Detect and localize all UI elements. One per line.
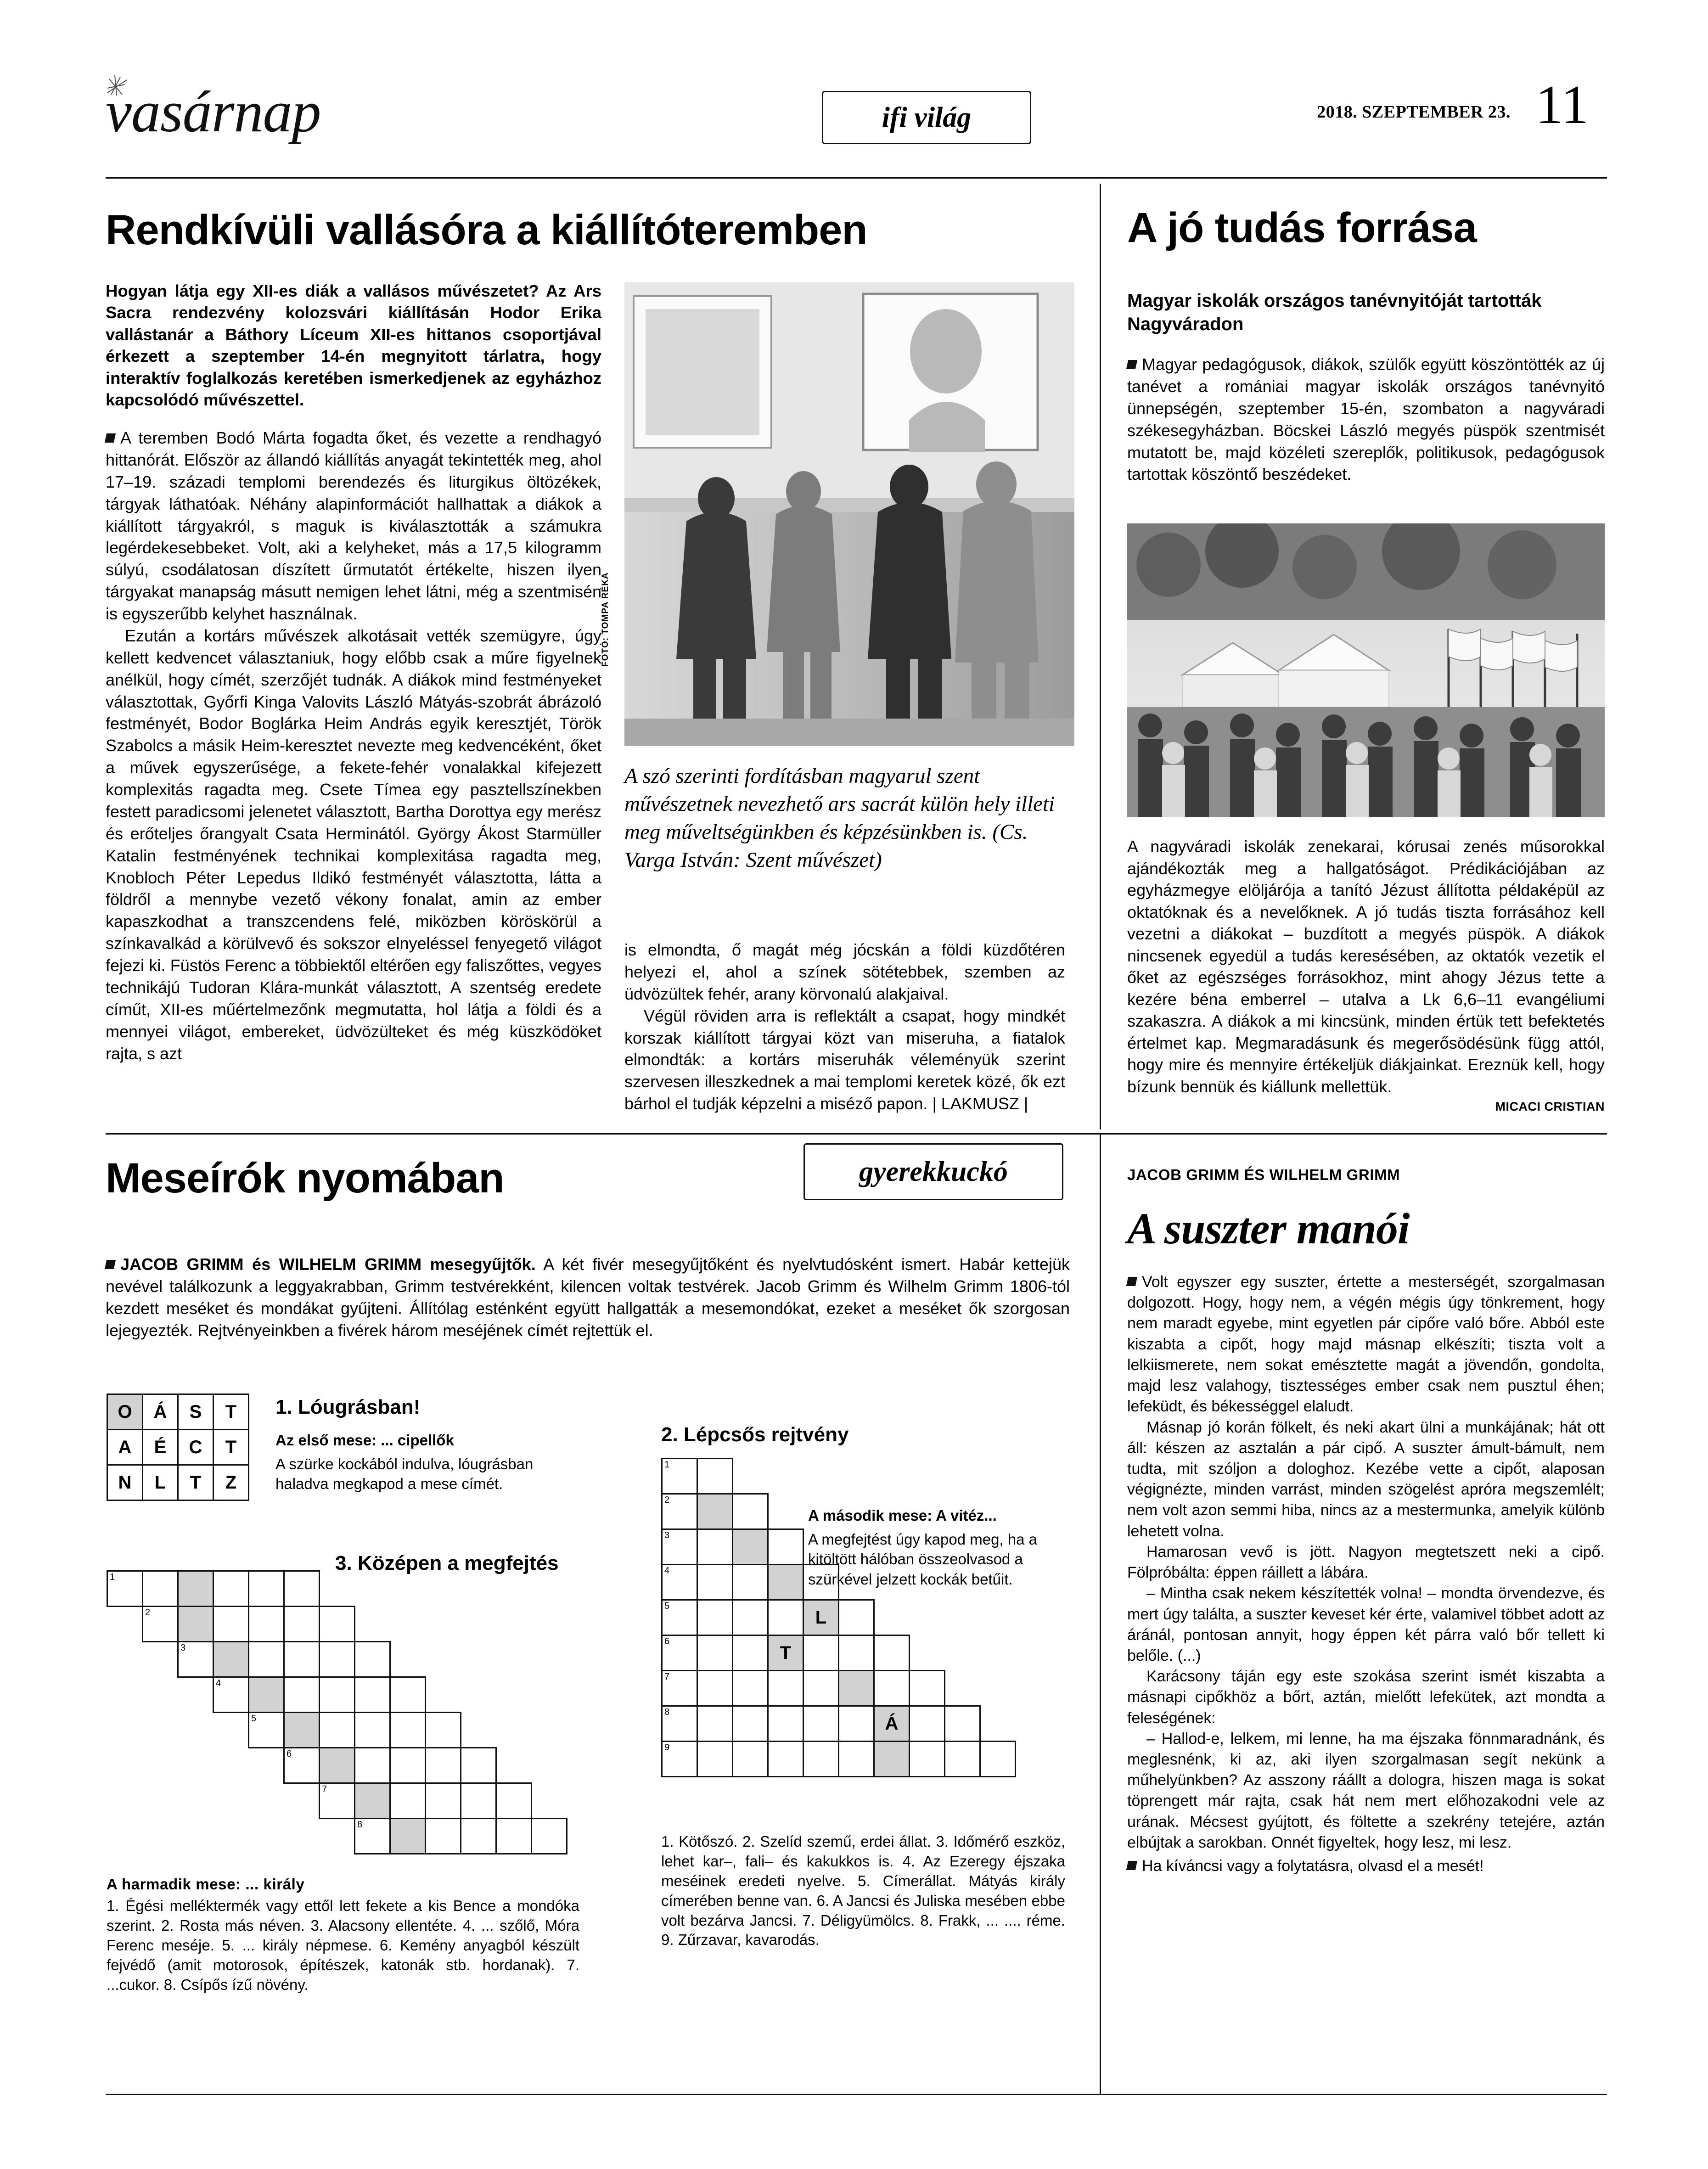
grid-cell-empty <box>910 1459 945 1494</box>
grid-cell[interactable]: O <box>107 1394 143 1430</box>
tale-kicker: JACOB GRIMM ÉS WILHELM GRIMM <box>1127 1166 1400 1183</box>
grid-row <box>107 1748 567 1783</box>
grid-cell[interactable] <box>803 1635 839 1671</box>
grid-cell[interactable] <box>355 1642 390 1677</box>
grid-cell[interactable]: A <box>107 1430 143 1465</box>
grid-cell[interactable] <box>426 1748 461 1783</box>
masthead <box>106 69 1607 174</box>
grid-cell[interactable] <box>910 1742 945 1777</box>
grid-cell-empty <box>426 1571 461 1607</box>
grid-cell[interactable] <box>355 1819 390 1854</box>
grid-cell[interactable] <box>390 1713 426 1748</box>
grid-cell-empty <box>945 1635 980 1671</box>
grid-cell[interactable] <box>662 1671 697 1706</box>
grid-cell-empty <box>532 1677 567 1713</box>
grid-cell-empty <box>143 1642 178 1677</box>
column-divider-bottom <box>1100 1134 1101 2094</box>
paragraph: Másnap jó korán fölkelt, és neki akart ülni a munkájának; hát ott áll: készen az asztalán a pár cipő. A suszter ámult-bámult, nem tudta, mit szóljon a dologhoz. Kezébe vette a cipőt, alaposan végignézte, minden varrást, minden szögelést apróra megszemlélt; nem volt azon semmi hiba, nincs az a mestermunka, amelyik különb lehetett volna. <box>1127 1418 1605 1540</box>
grid-cell-empty <box>390 1571 426 1607</box>
paragraph: – Hallod-e, lelkem, mi lenne, ha ma éjszaka fönnmaradnánk, és meglesnénk, ki az, aki ilyen szorgalmasan segít nekünk a műhelyünkben? Az asszony ráállt a dologra, hiszen maga is sokat töprengett már rajta, csak hát nem mert előhozakodni vele az urának. Mécsest gyújtott, és föltette a szekrény tetejére, aztán elbújtak a sarokban. Onnét figyeltek, hogy lesz, mi lesz. <box>1127 1730 1605 1851</box>
article-lead: Hogyan látja egy XII-es diák a vallásos művészetet? Az Ars Sacra rendezvény kolozsvári kiállításán Hodor Erika vallástanár a Báthory Líceum XII-es hittanos csoportjával érkezett a szeptember 14-én megnyitott tárlatra, hogy interaktív foglalkozás keretében ismerkedjenek az egyházhoz kapcsolódó művészettel. <box>106 281 601 410</box>
grid-cell-empty <box>107 1677 143 1713</box>
grid-cell[interactable] <box>662 1529 697 1565</box>
grid-cell-empty <box>532 1642 567 1677</box>
cell-number: 8 <box>664 1707 670 1717</box>
article-headline: Rendkívüli vallásóra a kiállítóteremben <box>106 207 867 253</box>
grid-cell-empty <box>426 1607 461 1642</box>
grid-cell-empty <box>320 1819 355 1854</box>
paragraph: – Mintha csak nekem készítették volna! – mondta örvendezve, és mert úgy találta, a suszter keveset kér érte, valamivel többet adott az áránál, pontosan annyit, hogy éppen két párra való bőr tellett ki belőle. (...) <box>1127 1585 1605 1664</box>
grid-cell[interactable] <box>426 1783 461 1819</box>
right-article-body <box>1127 354 1605 485</box>
grid-cell-shaded[interactable] <box>839 1671 874 1706</box>
grid-row <box>662 1600 1016 1635</box>
grid-cell[interactable] <box>426 1819 461 1854</box>
right-article-caption: A nagyváradi iskolák zenekarai, kórusai zenés műsorokkal ajándékozták meg a hallgatóságot. Prédikációjában az egyházmegye elöljárója a tanító Jézust állította példaképül az oktatóknak és a nevelőknek. A jó tudás tiszta forrásához kell vezetni a diákokat – buzdított a megyés püspök. A diákok nincsenek egyedül a tudás keresésében, az oktatók vezetik el őket az egészséges forrásokhoz, mint ahogy Jézus tette a kezére béna emberrel – utalva a Lk 6,6–11 evangéliumi szakaszra. A diákok a mi kincsünk, minden értük tett befektetés értelmet kap. Megmaradásunk és megerősödésünk függ attól, hogy mire és mennyire értékeljük diákjainkat. Ereznük kell, hogy bízunk bennük és kiállunk mellettük. <box>1127 837 1605 1096</box>
right-article-headline-container <box>1127 204 1605 251</box>
puzzle2-instructions: A megfejtést úgy kapod meg, ha a kitöltött hálóban összeolvasod a szürkével jelzett kockák betűit. <box>808 1530 1037 1588</box>
masthead-rule <box>106 177 1607 179</box>
grid-cell-empty <box>390 1642 426 1677</box>
grid-cell-empty <box>426 1677 461 1713</box>
grid-cell-empty <box>496 1713 532 1748</box>
paragraph: Magyar pedagógusok, diákok, szülők együtt köszöntötték az új tanévet a romániai magyar iskolák országos tanévnyitó ünnepségén, szeptember 15-én, szombaton a nagyváradi székesegyházban. Böcskei László megyés püspök szentmisét mutatott be, majd közéleti szereplők, politikusok, pedagógusok tartottak köszöntő beszédeket. <box>1127 354 1605 485</box>
paragraph: Karácsony táján egy este szokása szerint ismét kiszabta a másnapi cipőkhöz a bőrt, aztán, mielőtt lefekütek, azt mondta a feleségének: <box>1127 1668 1605 1727</box>
grid-cell-shaded[interactable] <box>214 1642 249 1677</box>
cell-number: 2 <box>664 1495 670 1505</box>
grid-cell[interactable] <box>320 1783 355 1819</box>
cell-number: 9 <box>664 1742 670 1753</box>
grid-cell[interactable] <box>249 1571 284 1607</box>
grid-cell[interactable]: É <box>143 1430 178 1465</box>
grid-cell[interactable] <box>874 1671 910 1706</box>
grid-cell[interactable] <box>733 1706 768 1742</box>
photo-credit: FOTÓ: TOMPA RÉKA <box>601 572 610 667</box>
grid-cell-shaded[interactable] <box>697 1494 733 1529</box>
grid-cell-empty <box>249 1748 284 1783</box>
grid-cell-empty <box>178 1819 214 1854</box>
grid-cell[interactable] <box>320 1713 355 1748</box>
grid-cell-empty <box>355 1571 390 1607</box>
grid-table[interactable] <box>107 1570 567 1854</box>
grid-cell-empty <box>461 1607 496 1642</box>
grid-cell-empty <box>803 1459 839 1494</box>
grid-cell[interactable] <box>662 1600 697 1635</box>
grid-cell-shaded-letter[interactable]: T <box>768 1635 803 1671</box>
grid-cell[interactable] <box>733 1635 768 1671</box>
puzzle1-text <box>275 1396 560 1494</box>
photo-illustration <box>624 282 1074 746</box>
grid-row <box>662 1635 1016 1671</box>
grid-cell[interactable] <box>496 1783 532 1819</box>
kids-intro-bold: JACOB GRIMM és WILHELM GRIMM mesegyűjtők. <box>120 1255 536 1274</box>
grid-cell-empty <box>320 1571 355 1607</box>
grid-cell[interactable] <box>733 1600 768 1635</box>
grid-cell[interactable]: T <box>214 1394 249 1430</box>
grid-cell[interactable] <box>910 1706 945 1742</box>
cell-number: 6 <box>664 1636 670 1646</box>
grid-cell-empty <box>980 1671 1016 1706</box>
cell-number: 3 <box>664 1530 670 1540</box>
grid-cell-empty <box>107 1713 143 1748</box>
grid-cell[interactable] <box>697 1671 733 1706</box>
article-body-col2 <box>624 939 1065 1115</box>
grid-cell[interactable] <box>249 1642 284 1677</box>
puzzle2-subtitle: A második mese: A vitéz... <box>808 1507 997 1524</box>
grid-row <box>662 1459 1016 1494</box>
grid-cell-empty <box>284 1783 320 1819</box>
grid-cell-empty <box>426 1642 461 1677</box>
grid-cell[interactable] <box>839 1742 874 1777</box>
grid-cell-empty <box>178 1713 214 1748</box>
grid-cell-empty <box>143 1713 178 1748</box>
grid-cell-empty <box>107 1642 143 1677</box>
right-article-byline: MICACI CRISTIAN <box>1495 1100 1605 1113</box>
grid-row <box>662 1671 1016 1706</box>
cell-number: 3 <box>180 1643 186 1653</box>
section-ribbon-ifi-vilag <box>822 91 1031 144</box>
bullet-square-icon <box>1126 1861 1137 1870</box>
puzzle3-grid[interactable] <box>107 1570 567 1854</box>
grid-cell-shaded[interactable] <box>178 1571 214 1607</box>
grid-cell[interactable] <box>284 1677 320 1713</box>
grid-cell[interactable] <box>945 1742 980 1777</box>
grid-cell[interactable] <box>355 1713 390 1748</box>
grid-cell[interactable] <box>839 1635 874 1671</box>
grid-cell-empty <box>143 1677 178 1713</box>
kids-headline: Meseírók nyomában <box>106 1155 504 1202</box>
grid-row <box>107 1713 567 1748</box>
grid-cell-empty <box>874 1600 910 1635</box>
grid-cell-empty <box>532 1571 567 1607</box>
grid-cell-empty <box>214 1748 249 1783</box>
paragraph: A teremben Bodó Márta fogadta őket, és vezette a rendhagyó hittanórát. Először az állandó kiállítás anyagát tekintették meg, ahol 17–19. századi templomi berendezés és liturgikus öltözékek, tárgyak láthatóak. Néhány alapinformációt hallhattak a diákok a kiállított tárgyakról, s maguk is kiválasztották a számukra legérdekesebbeket. Volt, aki a kelyheket, más a 17,5 kilogramm súlyú, csodálatosan díszített űrmutatót értékelte, hiszen ilyen tárgyakat manapság másutt nemigen lehet látni, még a szentmisén is egyszerűbb kelyhet használnak. <box>106 427 601 625</box>
cell-number: 5 <box>251 1714 257 1724</box>
grid-cell-empty <box>496 1571 532 1607</box>
grid-cell[interactable] <box>874 1635 910 1671</box>
cell-number: 7 <box>664 1672 670 1682</box>
tale-title: A suszter manói <box>1127 1204 1410 1253</box>
grid-cell[interactable]: N <box>107 1465 143 1500</box>
cell-number: 4 <box>664 1566 670 1576</box>
cell-number: 6 <box>287 1749 292 1759</box>
grid-cell-shaded[interactable] <box>768 1565 803 1600</box>
grid-cell[interactable] <box>697 1635 733 1671</box>
cell-number: 4 <box>216 1678 221 1688</box>
cell-number: 7 <box>322 1784 327 1794</box>
grid-cell[interactable] <box>426 1713 461 1748</box>
grid-cell[interactable] <box>839 1706 874 1742</box>
grid-cell-empty <box>214 1819 249 1854</box>
pull-quote: A szó szerinti fordításban magyarul szent művészetnek nevezhető ars sacrát külön hely illeti meg műveltségünkben és képzésünkben is. (Cs. Varga István: Szent művészet) <box>624 764 1055 872</box>
grid-cell[interactable] <box>461 1783 496 1819</box>
grid-cell-empty <box>107 1607 143 1642</box>
grid-cell-empty <box>178 1783 214 1819</box>
grid-cell[interactable] <box>768 1742 803 1777</box>
grid-cell[interactable] <box>355 1748 390 1783</box>
puzzle1-instructions: A szürke kockából indulva, lóugrásban haladva megkapod a mese címét. <box>275 1455 534 1493</box>
cell-number: 8 <box>357 1820 363 1830</box>
puzzle3-clues: 1. Égési melléktermék vagy ettől lett fekete a kis Bence a mondóka szerint. 2. Rosta más néven. 3. Alacsony ellentéte. 4. ... szőlő, Móra Ferenc meséje. 5. ... király népmese. 6. Kemény anyagból készült fejvédő (amit motorosok, építészek, katonák stb. hordanak). 7. ...cukor. 8. Csípős ízű növény. <box>107 1897 579 1993</box>
grid-cell-empty <box>107 1783 143 1819</box>
cell-number: 5 <box>664 1601 670 1611</box>
grid-cell-empty <box>532 1713 567 1748</box>
grid-cell-empty <box>980 1706 1016 1742</box>
grid-cell[interactable] <box>839 1600 874 1635</box>
section-ribbon-label-kids: gyerekkuckó <box>859 1156 1008 1187</box>
paragraph: Végül röviden arra is reflektált a csapat, hogy mindkét korszak kiállított tárgyai közt van miseruha, a fiatalok elmondták: a kortárs miseruhák véleményük szerint szervesen illeszkednek a mai templomi keretek közé, ők ezt bárhol el tudják képzelni a miséző papon. | LAKMUSZ | <box>624 1006 1065 1113</box>
grid-cell[interactable] <box>461 1748 496 1783</box>
grid-table[interactable] <box>107 1394 249 1501</box>
grid-cell-empty <box>733 1459 768 1494</box>
bullet-square-icon <box>105 433 116 443</box>
grid-cell-empty <box>910 1635 945 1671</box>
bullet-square-icon <box>1126 360 1137 369</box>
puzzle2-text <box>808 1506 1065 1590</box>
grid-cell-shaded[interactable] <box>320 1748 355 1783</box>
paragraph: JACOB GRIMM és WILHELM GRIMM mesegyűjtők. A két fivér mesegyűjtőként és nyelvtudósként ismert. Habár kettejük nevével találkozunk a leggyakrabban, Grimm testvérekként, kilencen voltak testvérek. Jacob Grimm és Wilhelm Grimm 1806-tól kezdett meséket és mondákat gyűjteni. Állítólag esténként együtt hallgatták a mesemondókat, ezeket a meséket ők szorgosan lejegyezték. Rejtvényeinkben a fivérek három meséjének címét rejtettük el. <box>106 1253 1070 1342</box>
grid-row <box>107 1430 249 1465</box>
grid-cell[interactable] <box>284 1642 320 1677</box>
grid-cell-empty <box>945 1600 980 1635</box>
grid-cell[interactable] <box>107 1571 143 1607</box>
grid-cell-empty <box>768 1494 803 1529</box>
grid-cell[interactable] <box>803 1706 839 1742</box>
grid-cell[interactable] <box>320 1607 355 1642</box>
grid-cell-empty <box>945 1671 980 1706</box>
grid-cell[interactable] <box>214 1607 249 1642</box>
grid-cell-empty <box>496 1677 532 1713</box>
grid-cell[interactable] <box>496 1819 532 1854</box>
grid-cell-empty <box>214 1783 249 1819</box>
kids-intro <box>106 1253 1070 1342</box>
grid-cell-empty <box>461 1642 496 1677</box>
grid-row <box>107 1607 567 1642</box>
grid-cell[interactable] <box>945 1706 980 1742</box>
grid-row <box>662 1706 1016 1742</box>
right-article-deck: Magyar iskolák országos tanévnyitóját tartották Nagyváradon <box>1127 291 1542 335</box>
page-number: 11 <box>1535 74 1589 135</box>
article-signature: | LAKMUSZ | <box>932 1094 1028 1113</box>
grid-row <box>107 1571 567 1607</box>
grid-cell[interactable] <box>284 1748 320 1783</box>
grid-cell-empty <box>839 1459 874 1494</box>
grid-cell[interactable] <box>803 1742 839 1777</box>
grid-cell-empty <box>980 1635 1016 1671</box>
grid-cell-empty <box>249 1783 284 1819</box>
grid-cell[interactable]: T <box>214 1430 249 1465</box>
grid-row <box>107 1465 249 1500</box>
grid-cell-empty <box>496 1607 532 1642</box>
grid-cell-empty <box>532 1783 567 1819</box>
grid-cell-shaded[interactable] <box>249 1677 284 1713</box>
grid-cell-empty <box>532 1748 567 1783</box>
grid-cell-empty <box>143 1748 178 1783</box>
grid-cell-empty <box>355 1607 390 1642</box>
grid-cell[interactable] <box>662 1459 697 1494</box>
grid-cell[interactable] <box>390 1783 426 1819</box>
grid-cell-shaded[interactable] <box>874 1742 910 1777</box>
right-article-headline: A jó tudás forrása <box>1127 204 1477 251</box>
paragraph: Hamarosan vevő is jött. Nagyon megtetszett neki a cipő. Fölpróbálta: éppen ráillett a lábára. <box>1127 1543 1605 1582</box>
grid-cell-empty <box>461 1571 496 1607</box>
grid-cell-empty <box>874 1459 910 1494</box>
grid-cell[interactable] <box>390 1748 426 1783</box>
grid-cell[interactable]: L <box>143 1465 178 1500</box>
grid-cell[interactable] <box>214 1677 249 1713</box>
grid-cell[interactable] <box>733 1565 768 1600</box>
grid-cell-shaded[interactable] <box>178 1607 214 1642</box>
grid-cell[interactable] <box>697 1600 733 1635</box>
column-divider-top <box>1100 184 1101 1129</box>
grid-cell[interactable] <box>320 1677 355 1713</box>
masthead-logo: vasárnap <box>106 79 321 144</box>
grid-row <box>107 1783 567 1819</box>
puzzle1-grid[interactable] <box>107 1394 249 1501</box>
grid-cell[interactable] <box>214 1571 249 1607</box>
photo-illustration <box>1127 523 1605 817</box>
grid-cell-empty <box>496 1748 532 1783</box>
tale-closing: Ha kíváncsi vagy a folytatásra, olvasd el a mesét! <box>1142 1857 1484 1875</box>
kids-headline-container <box>106 1157 748 1200</box>
grid-cell[interactable] <box>697 1706 733 1742</box>
grid-cell[interactable] <box>662 1635 697 1671</box>
grid-cell[interactable] <box>768 1706 803 1742</box>
article-photo-exhibition <box>624 282 1074 746</box>
grid-cell-empty <box>143 1783 178 1819</box>
issue-date: 2018. SZEPTEMBER 23. <box>1317 102 1511 122</box>
tale-body <box>1127 1272 1605 1877</box>
grid-cell[interactable] <box>178 1642 214 1677</box>
grid-row <box>107 1677 567 1713</box>
grid-row <box>662 1742 1016 1777</box>
grid-cell-shaded[interactable] <box>284 1713 320 1748</box>
puzzle1-subtitle: Az első mese: ... cipellők <box>275 1432 454 1449</box>
grid-cell[interactable] <box>768 1600 803 1635</box>
grid-cell[interactable] <box>697 1565 733 1600</box>
grid-cell-empty <box>910 1600 945 1635</box>
cell-number: 2 <box>145 1607 151 1618</box>
section-ribbon-label: ifi világ <box>882 101 972 133</box>
grid-cell[interactable] <box>697 1529 733 1565</box>
puzzle2-title: 2. Lépcsős rejtvény <box>661 1423 849 1446</box>
grid-cell-empty <box>143 1819 178 1854</box>
puzzle2-clues: 1. Kötőszó. 2. Szelíd szemű, erdei állat. 3. Időmérő eszköz, lehet kar–, fali– és kakukkos is. 4. Az Ezeregy éjszaka meséinek eredeti nyelve. 5. Címerállat. Mátyás király címerében benne van. 6. A Jancsi és Juliska mesében ebbe volt bezárva Jancsi. 7. Déligyümölcs. 8. Frakk, ... .... réme. 9. Zűrzavar, kavarodás. <box>661 1833 1065 1949</box>
section-divider <box>106 1133 1607 1135</box>
grid-cell[interactable] <box>284 1607 320 1642</box>
cell-number: 1 <box>664 1460 670 1470</box>
grid-cell[interactable] <box>768 1671 803 1706</box>
grid-row <box>107 1642 567 1677</box>
bullet-square-icon <box>105 1260 116 1269</box>
grid-cell[interactable] <box>390 1677 426 1713</box>
grid-cell-empty <box>249 1819 284 1854</box>
grid-cell[interactable] <box>733 1671 768 1706</box>
grid-cell-empty <box>461 1677 496 1713</box>
grid-cell[interactable]: Á <box>143 1394 178 1430</box>
page-bottom-rule <box>106 2094 1607 2095</box>
grid-cell[interactable] <box>662 1706 697 1742</box>
paragraph: is elmondta, ő magát még jócskán a földi küzdőtéren helyezi el, ahol a színek sötétebbek, szemben az üdvözültek fehér, arany körvonalú alakjaival. <box>624 940 1065 1003</box>
grid-cell[interactable] <box>662 1742 697 1777</box>
grid-cell-shaded[interactable] <box>733 1529 768 1565</box>
grid-cell[interactable] <box>768 1529 803 1565</box>
grid-cell-empty <box>214 1713 249 1748</box>
grid-cell[interactable]: S <box>178 1394 214 1430</box>
grid-cell-empty <box>178 1677 214 1713</box>
grid-cell[interactable] <box>697 1459 733 1494</box>
grid-cell[interactable] <box>284 1571 320 1607</box>
grid-cell[interactable] <box>249 1607 284 1642</box>
grid-cell[interactable] <box>355 1677 390 1713</box>
grid-cell-shaded[interactable] <box>390 1819 426 1854</box>
grid-cell[interactable] <box>662 1494 697 1529</box>
grid-cell-shaded-letter[interactable]: Á <box>874 1706 910 1742</box>
grid-row <box>107 1819 567 1854</box>
paragraph: Ezután a kortárs művészek alkotásait vették szemügyre, úgy kellett kedvencet választaniuk, hogy előbb csak a műre figyelnek anélkül, hogy címét, szerzőjét tudnák. A diákok mind festményeket választottak, Győrfi Kinga Valovits László Mátyás-szobrát ábrázoló festményét, Bodor Boglárka Heim András egyik keresztjét, Török Szabolcs a másik Heim-keresztet nevezte meg kedvencéként, őket a művek egyszerűsége, a fekete-fehér vonalakkal kifejezett komplexitás ragadta meg. Csete Tímea egy pasztellszínekben festett paradicsomi jelenetet választott, Bartha Dorottya egy merész és erőteljes őrangyalt Csata Herminától. György Ákost Starmüller Katalin festményének technikai komplexitása ragadta meg, Knobloch Péter Lepedus Ildikó festményét választotta, látta a földről a mennybe vezető vékony fonalat, amin az ember kapaszkodhat a transzcendens felé, miközben köröskörül a színkavalkád a körülvevő és sokszor elnyeléssel fenyegető világot fejezi ki. Füstös Ferenc a többiektől eltérően egy faliszőttes, vegyes technikájú Tudoran Klára-munkát választott, A szentség eredete címűt, XII-es műértelmezőnk megmutatta, hol látja a földi és a mennyei világot, embereket, üdvözülteket és még küszködöket rajta, s azt <box>106 626 601 1063</box>
grid-row <box>107 1394 249 1430</box>
grid-cell[interactable] <box>733 1494 768 1529</box>
grid-cell-empty <box>945 1459 980 1494</box>
paragraph <box>1127 1856 1605 1877</box>
grid-cell-empty <box>284 1819 320 1854</box>
bullet-square-icon <box>1126 1277 1137 1286</box>
grid-cell-empty <box>496 1642 532 1677</box>
grid-cell-empty <box>461 1713 496 1748</box>
article-headline-container <box>106 209 1074 252</box>
grid-cell-empty <box>107 1748 143 1783</box>
grid-cell-empty <box>107 1819 143 1854</box>
grid-cell[interactable]: T <box>178 1465 214 1500</box>
grid-cell-empty <box>980 1459 1016 1494</box>
section-ribbon-gyerekkucko <box>803 1143 1063 1200</box>
grid-cell[interactable] <box>143 1607 178 1642</box>
grid-cell[interactable] <box>249 1713 284 1748</box>
tale-title-container <box>1127 1203 1605 1254</box>
cell-number: 1 <box>110 1572 115 1582</box>
grid-cell[interactable] <box>733 1742 768 1777</box>
grid-cell[interactable] <box>697 1742 733 1777</box>
grid-cell[interactable] <box>461 1819 496 1854</box>
paragraph: Volt egyszer egy suszter, értette a mesterségét, szorgalmasan dolgozott. Hogy, hogy nem, a végén mégis úgy tönkrement, hogy nem maradt egyebe, mint egyetlen pár cipőre való bőre. Abból este kiszabta a cipőt, hogy majd másnap elkészíti; tiszta volt a lelkiismerete, nem sokat emésztette magát a jövendőn, gondolta, majd lesz valahogy, tisztességes ember csak nem pusztul éhen; lefeküdt, és békességgel elaludt. <box>1127 1272 1605 1417</box>
grid-cell-empty <box>390 1607 426 1642</box>
puzzle1-title: 1. Lóugrásban! <box>275 1396 421 1418</box>
grid-cell-shaded[interactable] <box>355 1783 390 1819</box>
grid-cell-empty <box>768 1459 803 1494</box>
grid-cell-empty <box>532 1607 567 1642</box>
grid-cell-empty <box>980 1600 1016 1635</box>
grid-cell[interactable] <box>980 1742 1016 1777</box>
grid-cell[interactable] <box>143 1571 178 1607</box>
puzzle3-answer-label: A harmadik mese: ... király <box>107 1876 305 1893</box>
grid-cell[interactable] <box>803 1671 839 1706</box>
grid-cell[interactable]: C <box>178 1430 214 1465</box>
grid-cell-shaded-letter[interactable]: L <box>803 1600 839 1635</box>
grid-cell-empty <box>178 1748 214 1783</box>
article-body-col1 <box>106 427 601 1064</box>
grid-cell[interactable] <box>910 1671 945 1706</box>
puzzle3-title: 3. Középen a megfejtés <box>335 1552 559 1574</box>
grid-cell[interactable] <box>532 1819 567 1854</box>
grid-cell[interactable] <box>662 1565 697 1600</box>
grid-cell[interactable]: Z <box>214 1465 249 1500</box>
right-article-photo-crowd <box>1127 523 1605 817</box>
grid-cell[interactable] <box>320 1642 355 1677</box>
